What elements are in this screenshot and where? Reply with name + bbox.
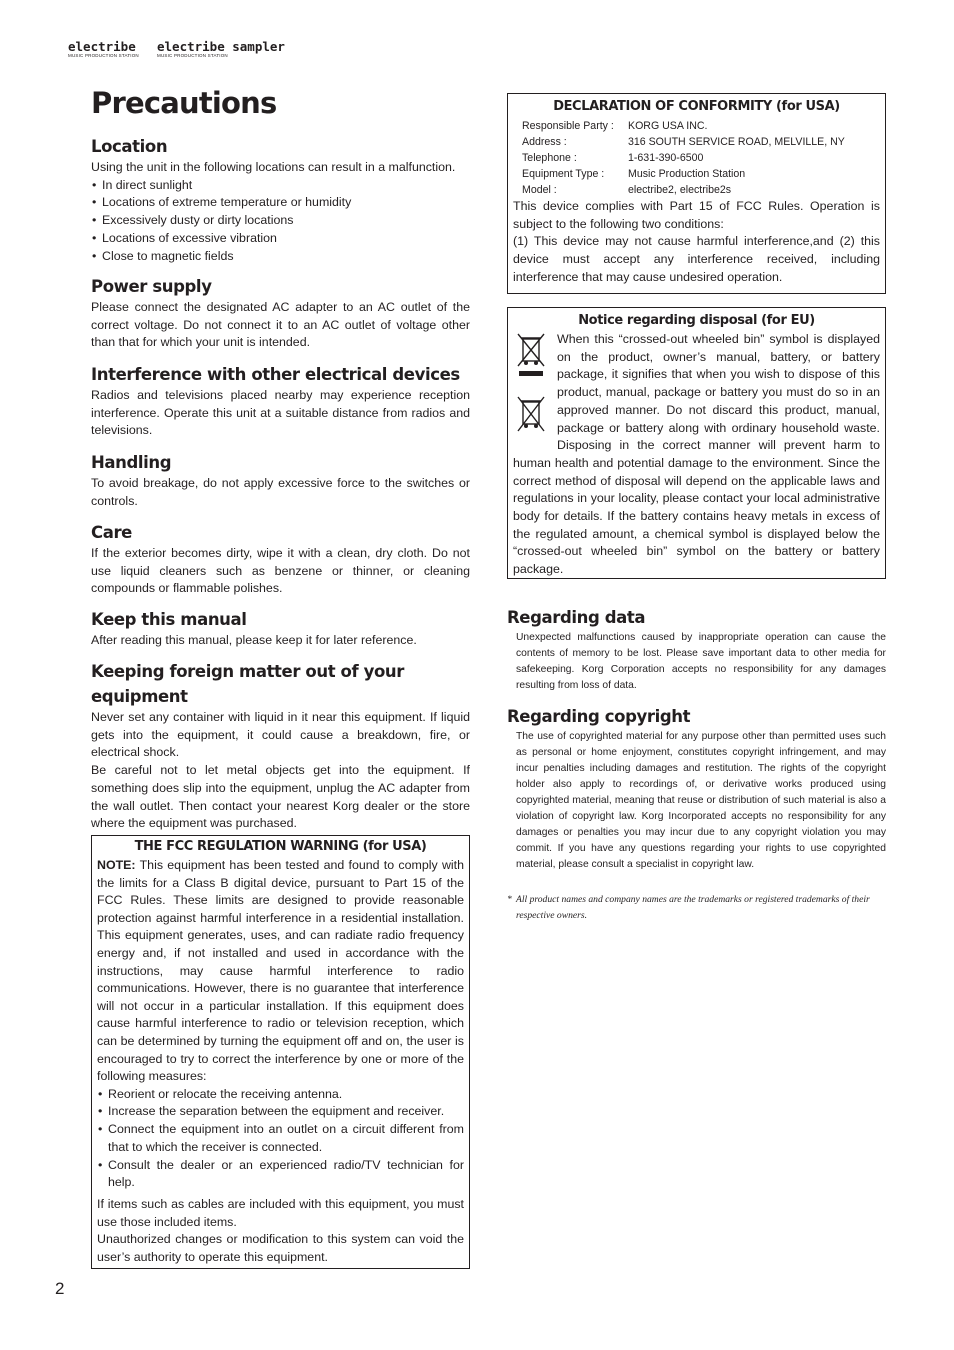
section-text: Using the unit in the following locations can result in a malfunction. xyxy=(91,160,456,174)
table-row xyxy=(522,182,845,198)
table-row xyxy=(522,134,845,150)
note-text: This equipment has been tested and found to comply with the limits for a Class B digital device, pursuant to Part 15 of the FCC Rules. These limits are designed to provide reasonable protection against harmful interference in a residential installation. This equipment generates, uses, and can radiate radio frequency energy and, if not installed and used in accordance with the instructions, may cause harmful interference to radio communications. However, there is no guarantee that interference will not occur in a particular installation. If this equipment does cause harmful interference to radio or television reception, which can be determined by turning the equipment off and on, the user is encouraged to try to correct the interference by one or more of the following measures: xyxy=(97,858,464,1084)
bin-symbols xyxy=(513,331,553,439)
table-row xyxy=(522,118,845,134)
row-value: KORG USA INC. xyxy=(628,120,708,132)
section-heading: Keeping foreign matter out of your equipment xyxy=(91,662,404,706)
section-heading: Regarding copyright xyxy=(507,707,691,726)
list-item: • Excessively dusty or dirty locations xyxy=(91,212,470,230)
row-label: Equipment Type : xyxy=(522,168,605,180)
row-value: 316 SOUTH SERVICE ROAD, MELVILLE, NY xyxy=(628,136,845,148)
section-text: Radios and televisions placed nearby may experience reception interference. Operate this unit at a suitable distance from radios and televisions. xyxy=(91,388,470,438)
fcc-measures-list xyxy=(97,1086,464,1192)
electribe-sampler-logo xyxy=(157,40,285,59)
row-label: Model : xyxy=(522,184,557,196)
declaration-conditions: (1) This device may not cause harmful interference,and (2) this device must accept any interference received, including interference that may cause undesired operation. xyxy=(513,234,880,284)
row-label: Telephone : xyxy=(522,152,577,164)
logo-subtext: MUSIC PRODUCTION STATION xyxy=(157,53,228,58)
row-value: electribe2, electribe2s xyxy=(628,184,732,196)
section-heading: Handling xyxy=(91,453,172,472)
logo-text: electribe xyxy=(68,39,136,54)
electribe-logo xyxy=(68,40,139,59)
section-heading: Power supply xyxy=(91,277,212,296)
trademark-footnote xyxy=(507,892,877,924)
row-label: Responsible Party : xyxy=(522,120,614,132)
section-text: The use of copyrighted material for any purpose other than permitted uses such as personal or home enjoyment, constitutes copyright infringement, and may incur penalties including damages and restitution. The rights of the copyright holder also apply to recordings of, or derivative works produced using copyrighted material, meaning that reuse or distribution of such material is also a violation of copyright law. Korg Incorporated accepts no responsibility for any damages or penalties you may incur due to any copyright violation you may commit. If you have any questions regarding your rights to use copyrighted material, please consult a specialist in copyright law. xyxy=(516,731,886,870)
foreign-matter-section xyxy=(91,659,470,833)
section-heading: Keep this manual xyxy=(91,610,247,629)
section-heading: Regarding data xyxy=(507,608,646,627)
keep-manual-section xyxy=(91,607,470,650)
box-title: DECLARATION OF CONFORMITY (for USA) xyxy=(553,99,840,114)
section-text: After reading this manual, please keep it for later reference. xyxy=(91,633,417,647)
page-number: 2 xyxy=(55,1279,65,1298)
box-title: THE FCC REGULATION WARNING (for USA) xyxy=(134,839,427,854)
fcc-note xyxy=(97,857,464,1086)
section-text: Be careful not to let metal objects get into the equipment. If something does slip into the equipment, unplug the AC adapter from the wall outlet. Then contact your nearest Korg dealer or the store where the equipment was purchased. xyxy=(91,763,470,831)
page-title: Precautions xyxy=(91,86,277,120)
section-heading: Care xyxy=(91,523,132,542)
fcc-cables-text: If items such as cables are included with this equipment, you must use those included items. xyxy=(97,1196,464,1229)
declaration-box xyxy=(507,93,886,294)
list-item: • Close to magnetic fields xyxy=(91,248,470,266)
list-item: • Reorient or relocate the receiving antenna. xyxy=(97,1086,464,1104)
section-text: Please connect the designated AC adapter to an AC outlet of the correct voltage. Do not connect it to an AC outlet of voltage other than that for which your unit is intended. xyxy=(91,300,470,350)
disposal-text: When this “crossed-out wheeled bin” symbol is displayed on the product, owner’s manual, battery, or battery package, it signifies that when you wish to dispose of this product, manual, package or battery you must do so in an approved manner. Do not discard this product, manual, package or battery along with ordinary household waste. Disposing in the correct manner will prevent harm to human health and potential damage to the environment. Since the correct method of disposal will depend on the applicable laws and regulations in your locality, please contact your local administrative body for details. If the battery contains heavy metals in excess of the regulated amount, a chemical symbol is displayed below the “crossed-out wheeled bin” symbol on the battery or battery package. xyxy=(513,332,880,577)
crossed-out-bin-icon xyxy=(513,394,549,434)
declaration-table xyxy=(522,118,845,198)
row-label: Address : xyxy=(522,136,567,148)
regarding-copyright-section xyxy=(507,704,886,873)
disposal-box xyxy=(507,307,886,579)
logo-subtext: MUSIC PRODUCTION STATION xyxy=(68,53,139,58)
section-text: To avoid breakage, do not apply excessive force to the switches or controls. xyxy=(91,476,470,508)
logo-text: electribe sampler xyxy=(157,39,285,54)
declaration-text: This device complies with Part 15 of FCC Rules. Operation is subject to the following two conditions: xyxy=(513,199,880,231)
regarding-data-section xyxy=(507,605,886,694)
table-row xyxy=(522,166,845,182)
section-heading: Interference with other electrical devices xyxy=(91,365,460,384)
section-text: Unexpected malfunctions caused by inappropriate operation can cause the contents of memory to be lost. Please save important data to other media for safekeeping. Korg Corporation accepts no responsibility for any damages resulting from loss of data. xyxy=(516,632,886,691)
table-row xyxy=(522,150,845,166)
section-text: Never set any container with liquid in it near this equipment. If liquid gets into the equipment, it could cause a breakdown, fire, or electrical shock. xyxy=(91,710,470,760)
section-heading: Location xyxy=(91,137,168,156)
list-item: • Locations of extreme temperature or humidity xyxy=(91,194,470,212)
box-title: Notice regarding disposal (for EU) xyxy=(578,313,815,328)
crossed-out-bin-icon xyxy=(513,331,549,381)
fcc-changes-text: Unauthorized changes or modification to this system can void the user’s authority to operate this equipment. xyxy=(97,1232,464,1265)
location-section xyxy=(91,134,470,265)
list-item: • In direct sunlight xyxy=(91,177,470,195)
power-section xyxy=(91,274,470,352)
list-item: • Increase the separation between the equipment and receiver. xyxy=(97,1103,464,1121)
interference-section xyxy=(91,362,470,440)
list-item: • Locations of excessive vibration xyxy=(91,230,470,248)
care-section xyxy=(91,520,470,598)
row-value: Music Production Station xyxy=(628,168,746,180)
list-item: • Consult the dealer or an experienced radio/TV technician for help. xyxy=(97,1157,464,1192)
list-item: • Connect the equipment into an outlet on a circuit different from that to which the receiver is connected. xyxy=(97,1121,464,1156)
fcc-warning-box xyxy=(91,835,470,1269)
note-label: NOTE: xyxy=(97,858,136,872)
footnote-mark: * xyxy=(507,894,512,905)
location-list xyxy=(91,177,470,266)
row-value: 1-631-390-6500 xyxy=(628,152,704,164)
handling-section xyxy=(91,450,470,510)
footnote-text: All product names and company names are the trademarks or registered trademarks of their respective owners. xyxy=(516,894,870,921)
section-text: If the exterior becomes dirty, wipe it with a clean, dry cloth. Do not use liquid cleaners such as benzene or thinner, or cleaning compounds or flammable polishes. xyxy=(91,546,470,596)
